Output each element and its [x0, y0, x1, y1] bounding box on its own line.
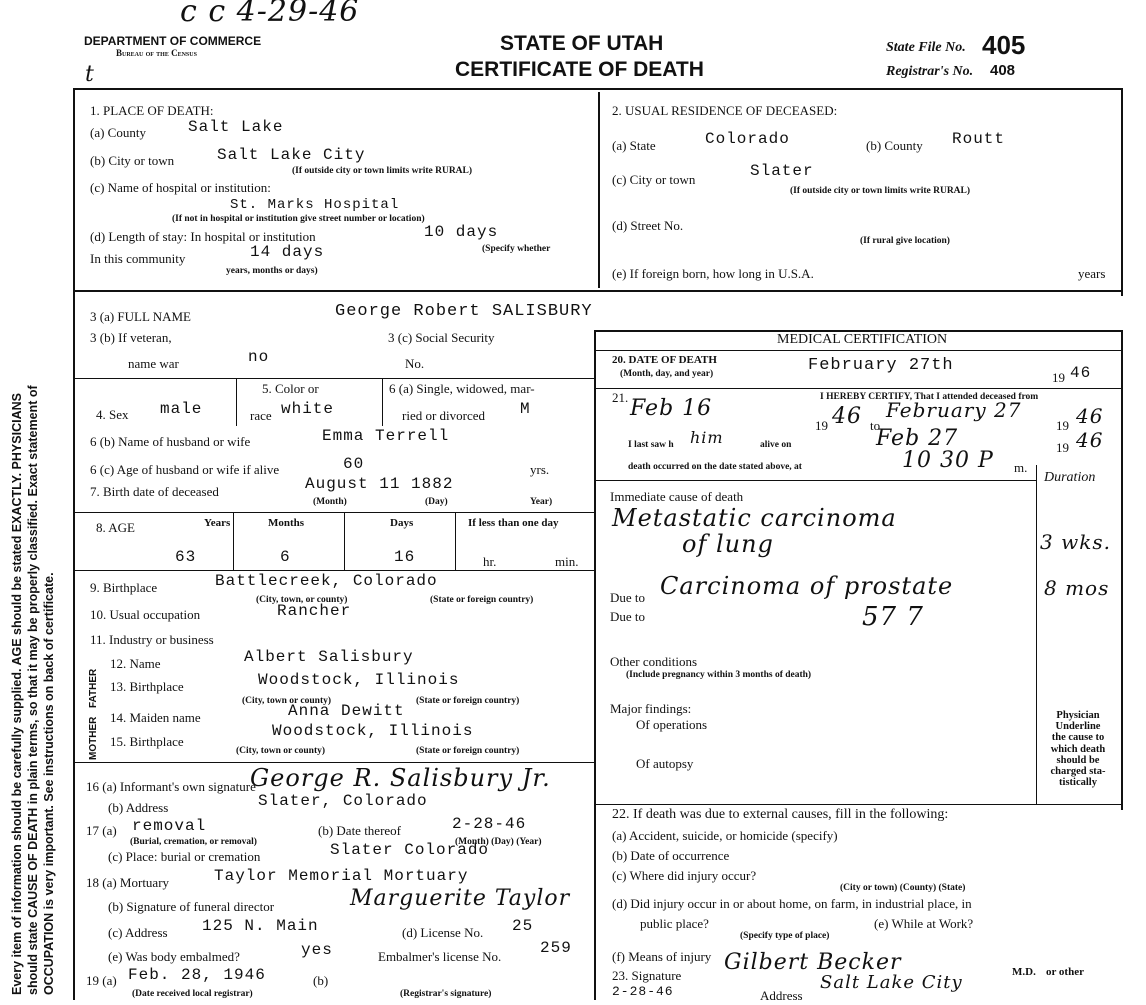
cause-1b: of lung	[682, 530, 774, 558]
external-b: (b) Date of occurrence	[612, 848, 730, 863]
margin-instruction-1: Every item of information should be carefully supplied. AGE should be stated EXACTLY. PHYSICIANS	[10, 393, 24, 995]
external-d-note: (Specify type of place)	[740, 931, 830, 941]
city-note: (If outside city or town limits write RURAL)	[292, 166, 473, 176]
hospital-value: St. Marks Hospital	[230, 197, 400, 213]
marital-label: 6 (a) Single, widowed, mar-	[389, 381, 535, 396]
funeral-address-value: 125 N. Main	[202, 917, 319, 935]
res-state-value: Colorado	[705, 130, 790, 148]
embalmed-value: yes	[301, 941, 333, 959]
informant-label: 16 (a) Informant's own signature	[86, 779, 256, 794]
alive-century: 19	[1056, 440, 1069, 455]
county-label: (a) County	[90, 125, 146, 140]
physician-address-label: Address	[760, 988, 803, 1003]
rule-age-v1	[233, 512, 234, 570]
mother-bp-note2: (State or foreign country)	[416, 746, 520, 756]
dod-value: February 27th	[808, 356, 954, 375]
res-county-value: Routt	[952, 130, 1006, 148]
rule-age-v2	[344, 512, 345, 570]
external-f: (f) Means of injury	[612, 949, 712, 964]
race-label: race	[250, 408, 272, 423]
birth-month-note: (Month)	[313, 497, 347, 507]
other-conditions-label: Other conditions	[610, 654, 698, 669]
attended-from-year: 46	[832, 404, 862, 429]
residence-heading: 2. USUAL RESIDENCE OF DECEASED:	[612, 103, 838, 118]
received-label: 19 (a)	[86, 973, 117, 988]
embalmed-label: (e) Was body embalmed?	[108, 949, 240, 964]
rule-birthplace	[73, 570, 595, 571]
birth-year-note: Year)	[530, 497, 553, 507]
classification-code: 57 7	[862, 602, 924, 632]
disposition-label: 17 (a)	[86, 823, 117, 838]
frame-left	[73, 88, 75, 1000]
frame-top	[73, 88, 1123, 90]
cause-1: Metastatic carcinoma	[612, 504, 897, 532]
margin-instruction-2: should state CAUSE OF DEATH in plain terms, so that it may be properly classified. Exact statement of	[26, 385, 40, 995]
duration-2: 8 mos	[1044, 576, 1110, 600]
major-findings-label: Major findings:	[610, 701, 692, 716]
res-years-label: years	[1078, 266, 1106, 281]
mother-name-value: Anna Dewitt	[288, 702, 405, 720]
duration-1: 3 wks.	[1040, 530, 1111, 554]
full-name-value: George Robert SALISBURY	[335, 302, 593, 321]
margin-instruction-3: OCCUPATION is very important. See instructions on back of certificate.	[42, 572, 56, 995]
physician-note-line: should be	[1056, 754, 1100, 766]
bureau-label: Bureau of the Census	[116, 48, 197, 58]
war-label: name war	[128, 356, 179, 371]
external-d2: public place?	[640, 916, 709, 931]
res-city-value: Slater	[750, 162, 814, 180]
license-value: 25	[512, 917, 534, 935]
sex-value: male	[160, 400, 203, 418]
physician-note-line: Physician	[1056, 710, 1100, 721]
birthplace-label: 9. Birthplace	[90, 580, 158, 595]
age-months-header: Months	[268, 517, 305, 529]
cert-number: 21.	[612, 390, 629, 405]
external-d: (d) Did injury occur in or about home, on farm, in industrial place, in	[612, 896, 972, 911]
age-years-header: Years	[204, 517, 231, 529]
physician-note-line: Underline	[1055, 721, 1101, 733]
physician-underline-note	[1040, 710, 1116, 788]
attended-to-year: 46	[1076, 404, 1104, 428]
attended-from-century: 19	[815, 418, 828, 433]
mother-name-label: 14. Maiden name	[110, 710, 201, 725]
stay-label: (d) Length of stay: In hospital or institution	[90, 229, 316, 244]
funeral-director-label: (b) Signature of funeral director	[108, 899, 275, 914]
frame-right	[1121, 330, 1123, 810]
spouse-age-value: 60	[343, 455, 365, 473]
registrar-signature-note: (Registrar's signature)	[400, 989, 492, 999]
frame-right-top	[1121, 88, 1123, 296]
state-file-number: 405	[982, 30, 1026, 60]
last-saw-value: him	[690, 428, 724, 447]
rule-medhead	[596, 350, 1121, 351]
father-name-label: 12. Name	[110, 656, 161, 671]
rule-sex	[73, 378, 595, 379]
occupation-label: 10. Usual occupation	[90, 607, 201, 622]
spouse-yrs-label: yrs.	[530, 462, 550, 477]
birth-day-note: (Day)	[425, 497, 448, 507]
age-less-than-day: If less than one day	[468, 517, 559, 529]
marital-value: M	[520, 400, 531, 418]
divider-main	[594, 330, 596, 1000]
physician-address-value: Salt Lake City	[820, 972, 963, 993]
community-note: (Specify whether	[482, 244, 551, 254]
birthplace-note2: (State or foreign country)	[430, 595, 534, 605]
father-birthplace-value: Woodstock, Illinois	[258, 671, 460, 689]
birth-value: August 11 1882	[305, 475, 454, 493]
external-a: (a) Accident, suicide, or homicide (specify)	[612, 828, 838, 843]
attended-to: February 27	[886, 398, 1022, 422]
attended-from: Feb 16	[630, 396, 713, 421]
age-years-value: 63	[175, 548, 197, 566]
age-days-value: 16	[394, 548, 416, 566]
mother-bp-note1: (City, town or county)	[236, 746, 326, 756]
physician-signature: Gilbert Becker	[724, 950, 902, 975]
registrar-b-label: (b)	[313, 973, 329, 988]
ss-no-label: No.	[405, 356, 425, 371]
physician-note-line: which death	[1050, 743, 1106, 755]
sex-label: 4. Sex	[96, 407, 129, 422]
registrar-number: 408	[990, 62, 1016, 79]
external-c: (c) Where did injury occur?	[612, 868, 757, 883]
divider-top	[598, 92, 600, 288]
received-value: Feb. 28, 1946	[128, 966, 266, 984]
certificate-title: CERTIFICATE OF DEATH	[455, 58, 704, 81]
age-days-header: Days	[390, 517, 414, 529]
rule-external	[596, 804, 1121, 805]
rule-sex-v2	[382, 378, 383, 426]
received-note: (Date received local registrar)	[132, 989, 253, 999]
birth-label: 7. Birth date of deceased	[90, 484, 219, 499]
industry-label: 11. Industry or business	[90, 632, 214, 647]
rule-dod	[596, 388, 1121, 389]
or-other-label: or other	[1046, 966, 1084, 978]
disposition-date-label: (b) Date thereof	[318, 823, 402, 838]
due-to-label-2: Due to	[610, 609, 646, 624]
spouse-value: Emma Terrell	[322, 427, 450, 445]
dept-label: DEPARTMENT OF COMMERCE	[84, 34, 262, 48]
burial-place-value: Slater Colorado	[330, 841, 490, 859]
time-of-death: 10 30 P	[902, 448, 994, 473]
disposition-date-note: (Month) (Day) (Year)	[455, 837, 542, 847]
mortuary-label: 18 (a) Mortuary	[86, 875, 170, 890]
res-city-label: (c) City or town	[612, 172, 696, 187]
of-operations-label: Of operations	[636, 717, 708, 732]
signature-label: 23. Signature	[612, 968, 682, 983]
full-name-label: 3 (a) FULL NAME	[90, 309, 191, 324]
funeral-address-label: (c) Address	[108, 925, 168, 940]
rule-informant	[73, 762, 595, 763]
attended-to-century: 19	[1056, 418, 1069, 433]
physician-note-line: charged sta-	[1050, 766, 1106, 778]
disposition-note: (Burial, cremation, or removal)	[130, 837, 257, 847]
city-value: Salt Lake City	[217, 146, 366, 164]
father-birthplace-label: 13. Birthplace	[110, 679, 184, 694]
father-name-value: Albert Salisbury	[244, 648, 414, 666]
cause-2: Carcinoma of prostate	[660, 572, 954, 600]
dod-label: 20. DATE OF DEATH	[612, 354, 717, 366]
of-autopsy-label: Of autopsy	[636, 756, 694, 771]
physician-note-line: the cause to	[1051, 732, 1105, 744]
registrar-label: Registrar's No.	[886, 64, 974, 79]
informant-signature: George R. Salisbury Jr.	[250, 764, 551, 792]
community-note2: years, months or days)	[226, 266, 318, 276]
md-label: M.D.	[1012, 966, 1036, 978]
attended-to-label: to	[870, 418, 881, 433]
occupation-value: Rancher	[277, 602, 352, 620]
mortuary-value: Taylor Memorial Mortuary	[214, 867, 469, 885]
time-m: m.	[1014, 460, 1028, 475]
county-value: Salt Lake	[188, 118, 284, 136]
res-county-label: (b) County	[866, 138, 923, 153]
stay-value: 10 days	[424, 223, 499, 241]
other-conditions-note: (Include pregnancy within 3 months of death)	[626, 670, 812, 680]
father-side-label: FATHER	[88, 668, 99, 708]
place-heading: 1. PLACE OF DEATH:	[90, 103, 214, 118]
state-title: STATE OF UTAH	[500, 32, 664, 55]
disposition-date-value: 2-28-46	[452, 815, 527, 833]
rule-section1	[73, 290, 1123, 292]
marital-label-2: ried or divorced	[402, 408, 486, 423]
rule-age-v3	[455, 512, 456, 570]
spouse-age-label: 6 (c) Age of husband or wife if alive	[90, 462, 280, 477]
rule-certify	[596, 480, 1036, 481]
min-label: min.	[555, 554, 579, 569]
corner-mark: t	[85, 62, 95, 87]
due-to-label-1: Due to	[610, 590, 646, 605]
rule-duration	[1036, 465, 1037, 805]
state-file-label: State File No.	[886, 40, 966, 55]
physician-note-line: tistically	[1059, 777, 1097, 789]
funeral-director-signature: Marguerite Taylor	[350, 886, 571, 911]
external-c-note: (City or town) (County) (State)	[840, 883, 966, 893]
alive-on-label: alive on	[760, 440, 792, 450]
embalmer-license-label: Embalmer's license No.	[378, 949, 502, 964]
res-street-label: (d) Street No.	[612, 218, 684, 233]
mother-birthplace-label: 15. Birthplace	[110, 734, 184, 749]
dod-note: (Month, day, and year)	[620, 369, 714, 379]
mother-side-label: MOTHER	[88, 716, 99, 760]
informant-address-value: Slater, Colorado	[258, 792, 428, 810]
veteran-label: 3 (b) If veteran,	[90, 330, 172, 345]
license-label: (d) License No.	[402, 925, 484, 940]
occurred-label: death occurred on the date stated above, at	[628, 462, 802, 472]
disposition-value: removal	[132, 817, 207, 835]
spouse-label: 6 (b) Name of husband or wife	[90, 434, 251, 449]
dod-century: 19	[1052, 370, 1065, 385]
ss-label: 3 (c) Social Security	[388, 330, 495, 345]
immediate-cause-label: Immediate cause of death	[610, 489, 744, 504]
rule-sex-v1	[236, 378, 237, 426]
informant-address-label: (b) Address	[108, 800, 169, 815]
city-label: (b) City or town	[90, 153, 175, 168]
embalmer-license-value: 259	[540, 939, 572, 957]
external-e: (e) While at Work?	[874, 916, 974, 931]
war-value: no	[248, 348, 270, 366]
rule-age	[73, 512, 595, 513]
certify-text: I HEREBY CERTIFY, That I attended deceased from	[820, 392, 1039, 402]
race-value: white	[281, 400, 335, 418]
top-annotation: c c 4-29-46	[180, 0, 360, 29]
date-signed: 2-28-46	[612, 984, 674, 999]
father-bp-note1: (City, town or county)	[242, 696, 332, 706]
res-street-note: (If rural give location)	[860, 236, 950, 246]
res-city-note: (If outside city or town limits write RURAL)	[790, 186, 971, 196]
alive-date: Feb 27	[876, 426, 959, 451]
external-heading: 22. If death was due to external causes, fill in the following:	[612, 807, 949, 822]
hospital-label: (c) Name of hospital or institution:	[90, 180, 271, 195]
res-foreign-label: (e) If foreign born, how long in U.S.A.	[612, 266, 814, 281]
age-months-value: 6	[280, 548, 291, 566]
dod-year: 46	[1070, 364, 1092, 382]
hr-label: hr.	[483, 554, 497, 569]
community-value: 14 days	[250, 243, 325, 261]
age-label: 8. AGE	[96, 520, 135, 535]
father-bp-note2: (State or foreign country)	[416, 696, 520, 706]
alive-year: 46	[1076, 428, 1104, 452]
birthplace-note1: (City, town, or county)	[256, 595, 348, 605]
last-saw-label: I last saw h	[628, 440, 674, 450]
duration-header: Duration	[1044, 470, 1096, 485]
color-label: 5. Color or	[262, 381, 319, 396]
mother-birthplace-value: Woodstock, Illinois	[272, 722, 474, 740]
birthplace-value: Battlecreek, Colorado	[215, 572, 438, 590]
res-state-label: (a) State	[612, 138, 656, 153]
community-label: In this community	[90, 251, 186, 266]
medical-heading: MEDICAL CERTIFICATION	[777, 332, 948, 347]
burial-place-label: (c) Place: burial or cremation	[108, 849, 261, 864]
hospital-note: (If not in hospital or institution give street number or location)	[172, 214, 425, 224]
